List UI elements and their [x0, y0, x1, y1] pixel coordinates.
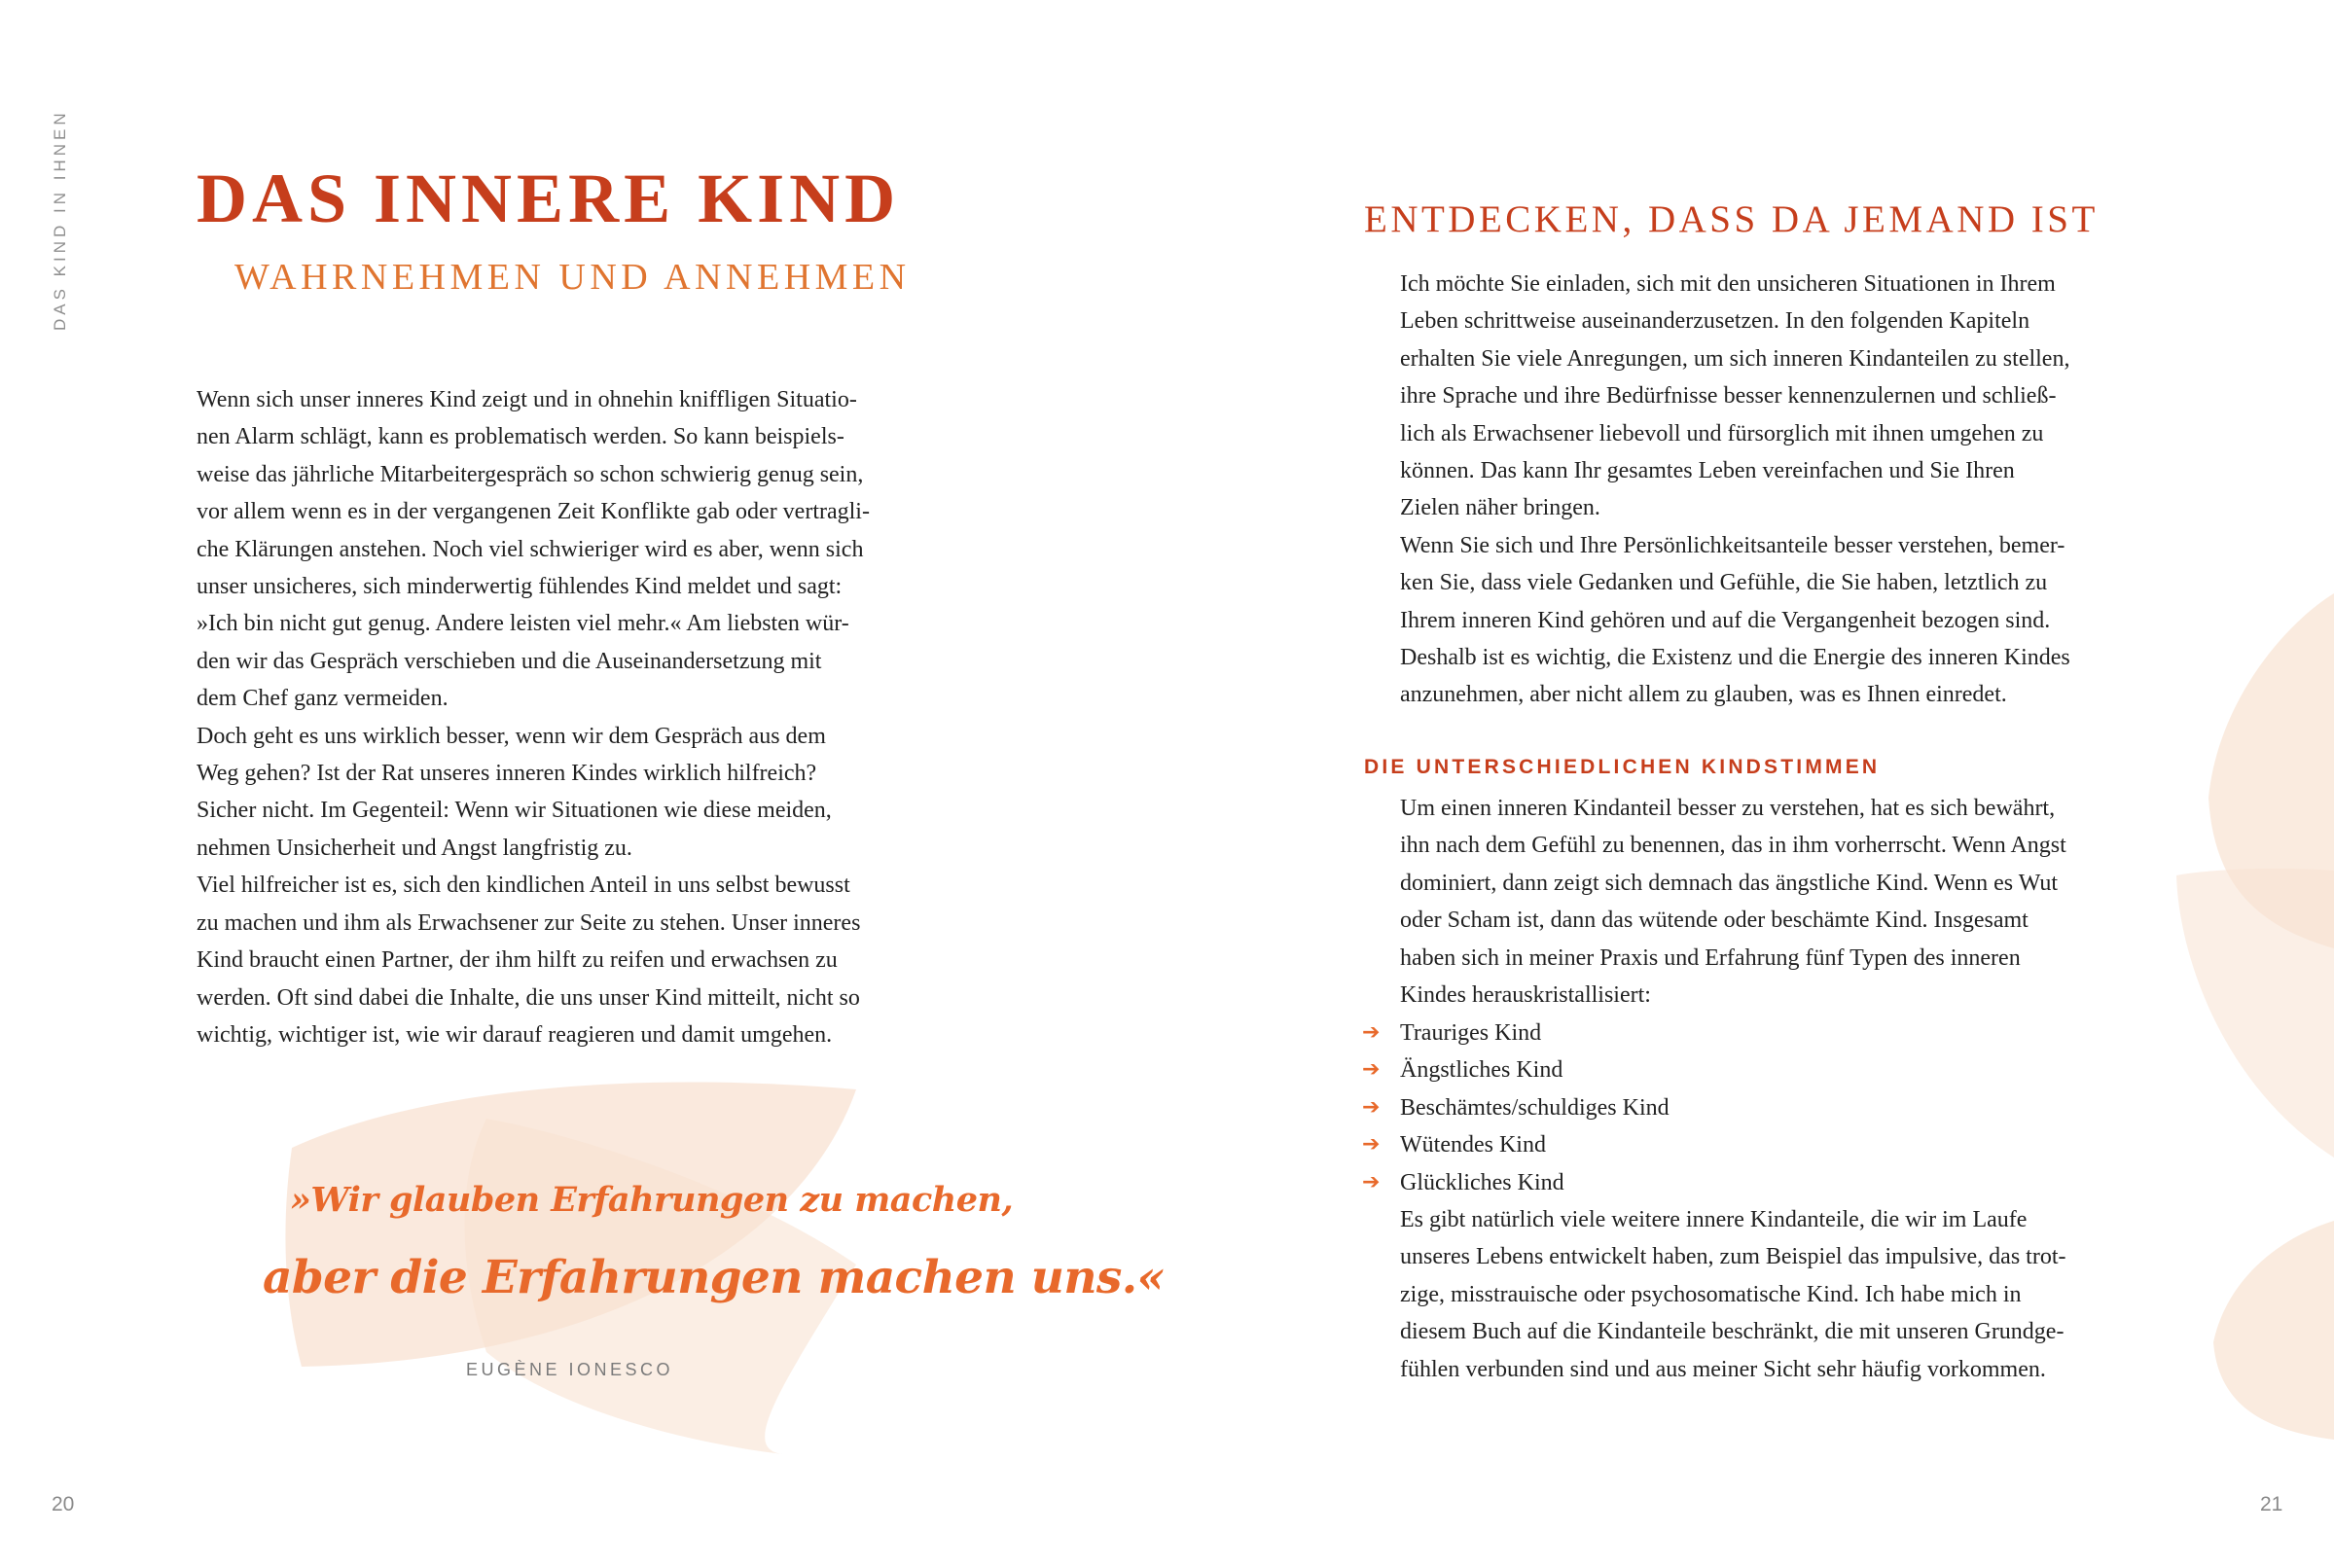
text-line: Weg gehen? Ist der Rat unseres inneren Kindes wirklich hilfreich?: [197, 761, 817, 787]
petal-shape: [2176, 869, 2334, 1158]
text-line: Um einen inneren Kindanteil besser zu verstehen, hat es sich bewährt,: [1400, 796, 2056, 821]
subsection-heading: DIE UNTERSCHIEDLICHEN KINDSTIMMEN: [1364, 756, 1881, 778]
text-line: erhalten Sie viele Anregungen, um sich inneren Kindanteilen zu stellen,: [1400, 345, 2070, 372]
text-line: nen Alarm schlägt, kann es problematisch werden. So kann beispiels-: [197, 424, 844, 450]
arrow-right-icon: ➔: [1362, 1057, 1381, 1083]
intro-text: [1400, 266, 2070, 714]
text-line: den wir das Gespräch verschieben und die Auseinandersetzung mit: [197, 648, 822, 674]
list-item: [1362, 1015, 1670, 1051]
list-item-label: Beschämtes/schuldiges Kind: [1400, 1094, 1670, 1121]
text-line: wichtig, wichtiger ist, wie wir darauf reagieren und damit umgehen.: [197, 1021, 833, 1048]
text-line: Deshalb ist es wichtig, die Existenz und die Energie des inneren Kindes: [1400, 645, 2070, 671]
running-head: DAS KIND IN IHNEN: [51, 109, 69, 331]
text-line: Viel hilfreicher ist es, sich den kindlichen Anteil in uns selbst bewusst: [197, 873, 850, 899]
text-line: ken Sie, dass viele Gedanken und Gefühle, die Sie haben, letztlich zu: [1400, 570, 2048, 596]
page-number-right: 21: [2260, 1493, 2283, 1515]
text-line: dem Chef ganz vermeiden.: [197, 686, 449, 712]
list-item: [1362, 1126, 1670, 1163]
child-types-list: [1362, 1015, 1670, 1201]
text-line: weise das jährliche Mitarbeitergespräch so schon schwierig genug sein,: [197, 461, 864, 487]
text-line: Doch geht es uns wirklich besser, wenn wir dem Gespräch aus dem: [197, 723, 826, 749]
text-line: che Klärungen anstehen. Noch viel schwieriger wird es aber, wenn sich: [197, 536, 864, 562]
text-line: zige, misstrauische oder psychosomatische Kind. Ich habe mich in: [1400, 1281, 2022, 1307]
text-line: dominiert, dann zeigt sich demnach das ängstliche Kind. Wenn es Wut: [1400, 870, 2059, 896]
closing-text: [1400, 1201, 2066, 1388]
text-line: Kindes herauskristallisiert:: [1400, 982, 1651, 1009]
text-line: Kind braucht einen Partner, der ihm hilft zu reifen und erwachsen zu: [197, 947, 838, 974]
text-line: Zielen näher bringen.: [1400, 495, 1600, 521]
left-body-text: [197, 381, 870, 1053]
text-line: werden. Oft sind dabei die Inhalte, die uns unser Kind mitteilt, nicht so: [197, 984, 860, 1011]
chapter-title: DAS INNERE KIND: [197, 160, 901, 237]
page-number-left: 20: [52, 1493, 75, 1515]
list-item: [1362, 1164, 1670, 1201]
arrow-right-icon: ➔: [1362, 1132, 1381, 1158]
text-line: ihn nach dem Gefühl zu benennen, das in ihm vorherrscht. Wenn Angst: [1400, 833, 2066, 859]
text-line: nehmen Unsicherheit und Angst langfristig zu.: [197, 835, 632, 861]
text-line: zu machen und ihm als Erwachsener zur Seite zu stehen. Unser inneres: [197, 909, 861, 936]
petal-shape: [2213, 1221, 2334, 1440]
quote-author: EUGÈNE IONESCO: [466, 1360, 674, 1379]
text-line: Es gibt natürlich viele weitere innere Kindanteile, die wir im Laufe: [1400, 1207, 2028, 1232]
text-line: Ihrem inneren Kind gehören und auf die Vergangenheit bezogen sind.: [1400, 607, 2051, 633]
section-text: [1400, 790, 2066, 1014]
text-line: können. Das kann Ihr gesamtes Leben vereinfachen und Sie Ihren: [1400, 458, 2015, 484]
chapter-subtitle: WAHRNEHMEN UND ANNEHMEN: [234, 257, 911, 298]
text-line: anzunehmen, aber nicht allem zu glauben, was es Ihnen einredet.: [1400, 682, 2007, 708]
right-page: [1167, 0, 2334, 1568]
section-heading: ENTDECKEN, DASS DA JEMAND IST: [1364, 198, 2099, 240]
text-line: diesem Buch auf die Kindanteile beschränkt, die mit unseren Grundge-: [1400, 1319, 2065, 1345]
text-line: Leben schrittweise auseinanderzusetzen. In den folgenden Kapiteln: [1400, 308, 2030, 335]
arrow-right-icon: ➔: [1362, 1020, 1381, 1045]
list-item: [1362, 1089, 1670, 1126]
text-line: ihre Sprache und ihre Bedürfnisse besser kennenzulernen und schließ-: [1400, 383, 2057, 410]
list-item-label: Glückliches Kind: [1400, 1169, 1564, 1195]
text-line: vor allem wenn es in der vergangenen Zeit Konflikte gab oder vertragli-: [197, 499, 870, 525]
text-line: unseres Lebens entwickelt haben, zum Beispiel das impulsive, das trot-: [1400, 1244, 2066, 1270]
arrow-right-icon: ➔: [1362, 1094, 1381, 1120]
text-line: fühlen verbunden sind und aus meiner Sicht sehr häufig vorkommen.: [1400, 1356, 2046, 1382]
text-line: Sicher nicht. Im Gegenteil: Wenn wir Situationen wie diese meiden,: [197, 798, 832, 824]
list-item: [1362, 1051, 1670, 1088]
text-line: Wenn Sie sich und Ihre Persönlichkeitsanteile besser verstehen, bemer-: [1400, 532, 2065, 558]
list-item-label: Ängstliches Kind: [1400, 1057, 1563, 1084]
text-line: Ich möchte Sie einladen, sich mit den unsicheren Situationen in Ihrem: [1400, 271, 2056, 297]
text-line: haben sich in meiner Praxis und Erfahrung fünf Typen des inneren: [1400, 944, 2021, 971]
quote-line-2: aber die Erfahrungen machen uns.«: [263, 1251, 1166, 1304]
text-line: »Ich bin nicht gut genug. Andere leisten viel mehr.« Am liebsten wür-: [197, 611, 849, 637]
list-item-label: Wütendes Kind: [1400, 1132, 1546, 1158]
text-line: Wenn sich unser inneres Kind zeigt und in ohnehin kniffligen Situatio-: [197, 387, 857, 412]
text-line: lich als Erwachsener liebevoll und fürsorglich mit ihnen umgehen zu: [1400, 420, 2044, 446]
list-item-label: Trauriges Kind: [1400, 1020, 1542, 1046]
text-line: unser unsicheres, sich minderwertig fühlendes Kind meldet und sagt:: [197, 574, 843, 600]
text-line: oder Scham ist, dann das wütende oder beschämte Kind. Insgesamt: [1400, 908, 2029, 934]
arrow-right-icon: ➔: [1362, 1169, 1381, 1194]
quote-line-1: »Wir glauben Erfahrungen zu machen,: [290, 1180, 1014, 1220]
